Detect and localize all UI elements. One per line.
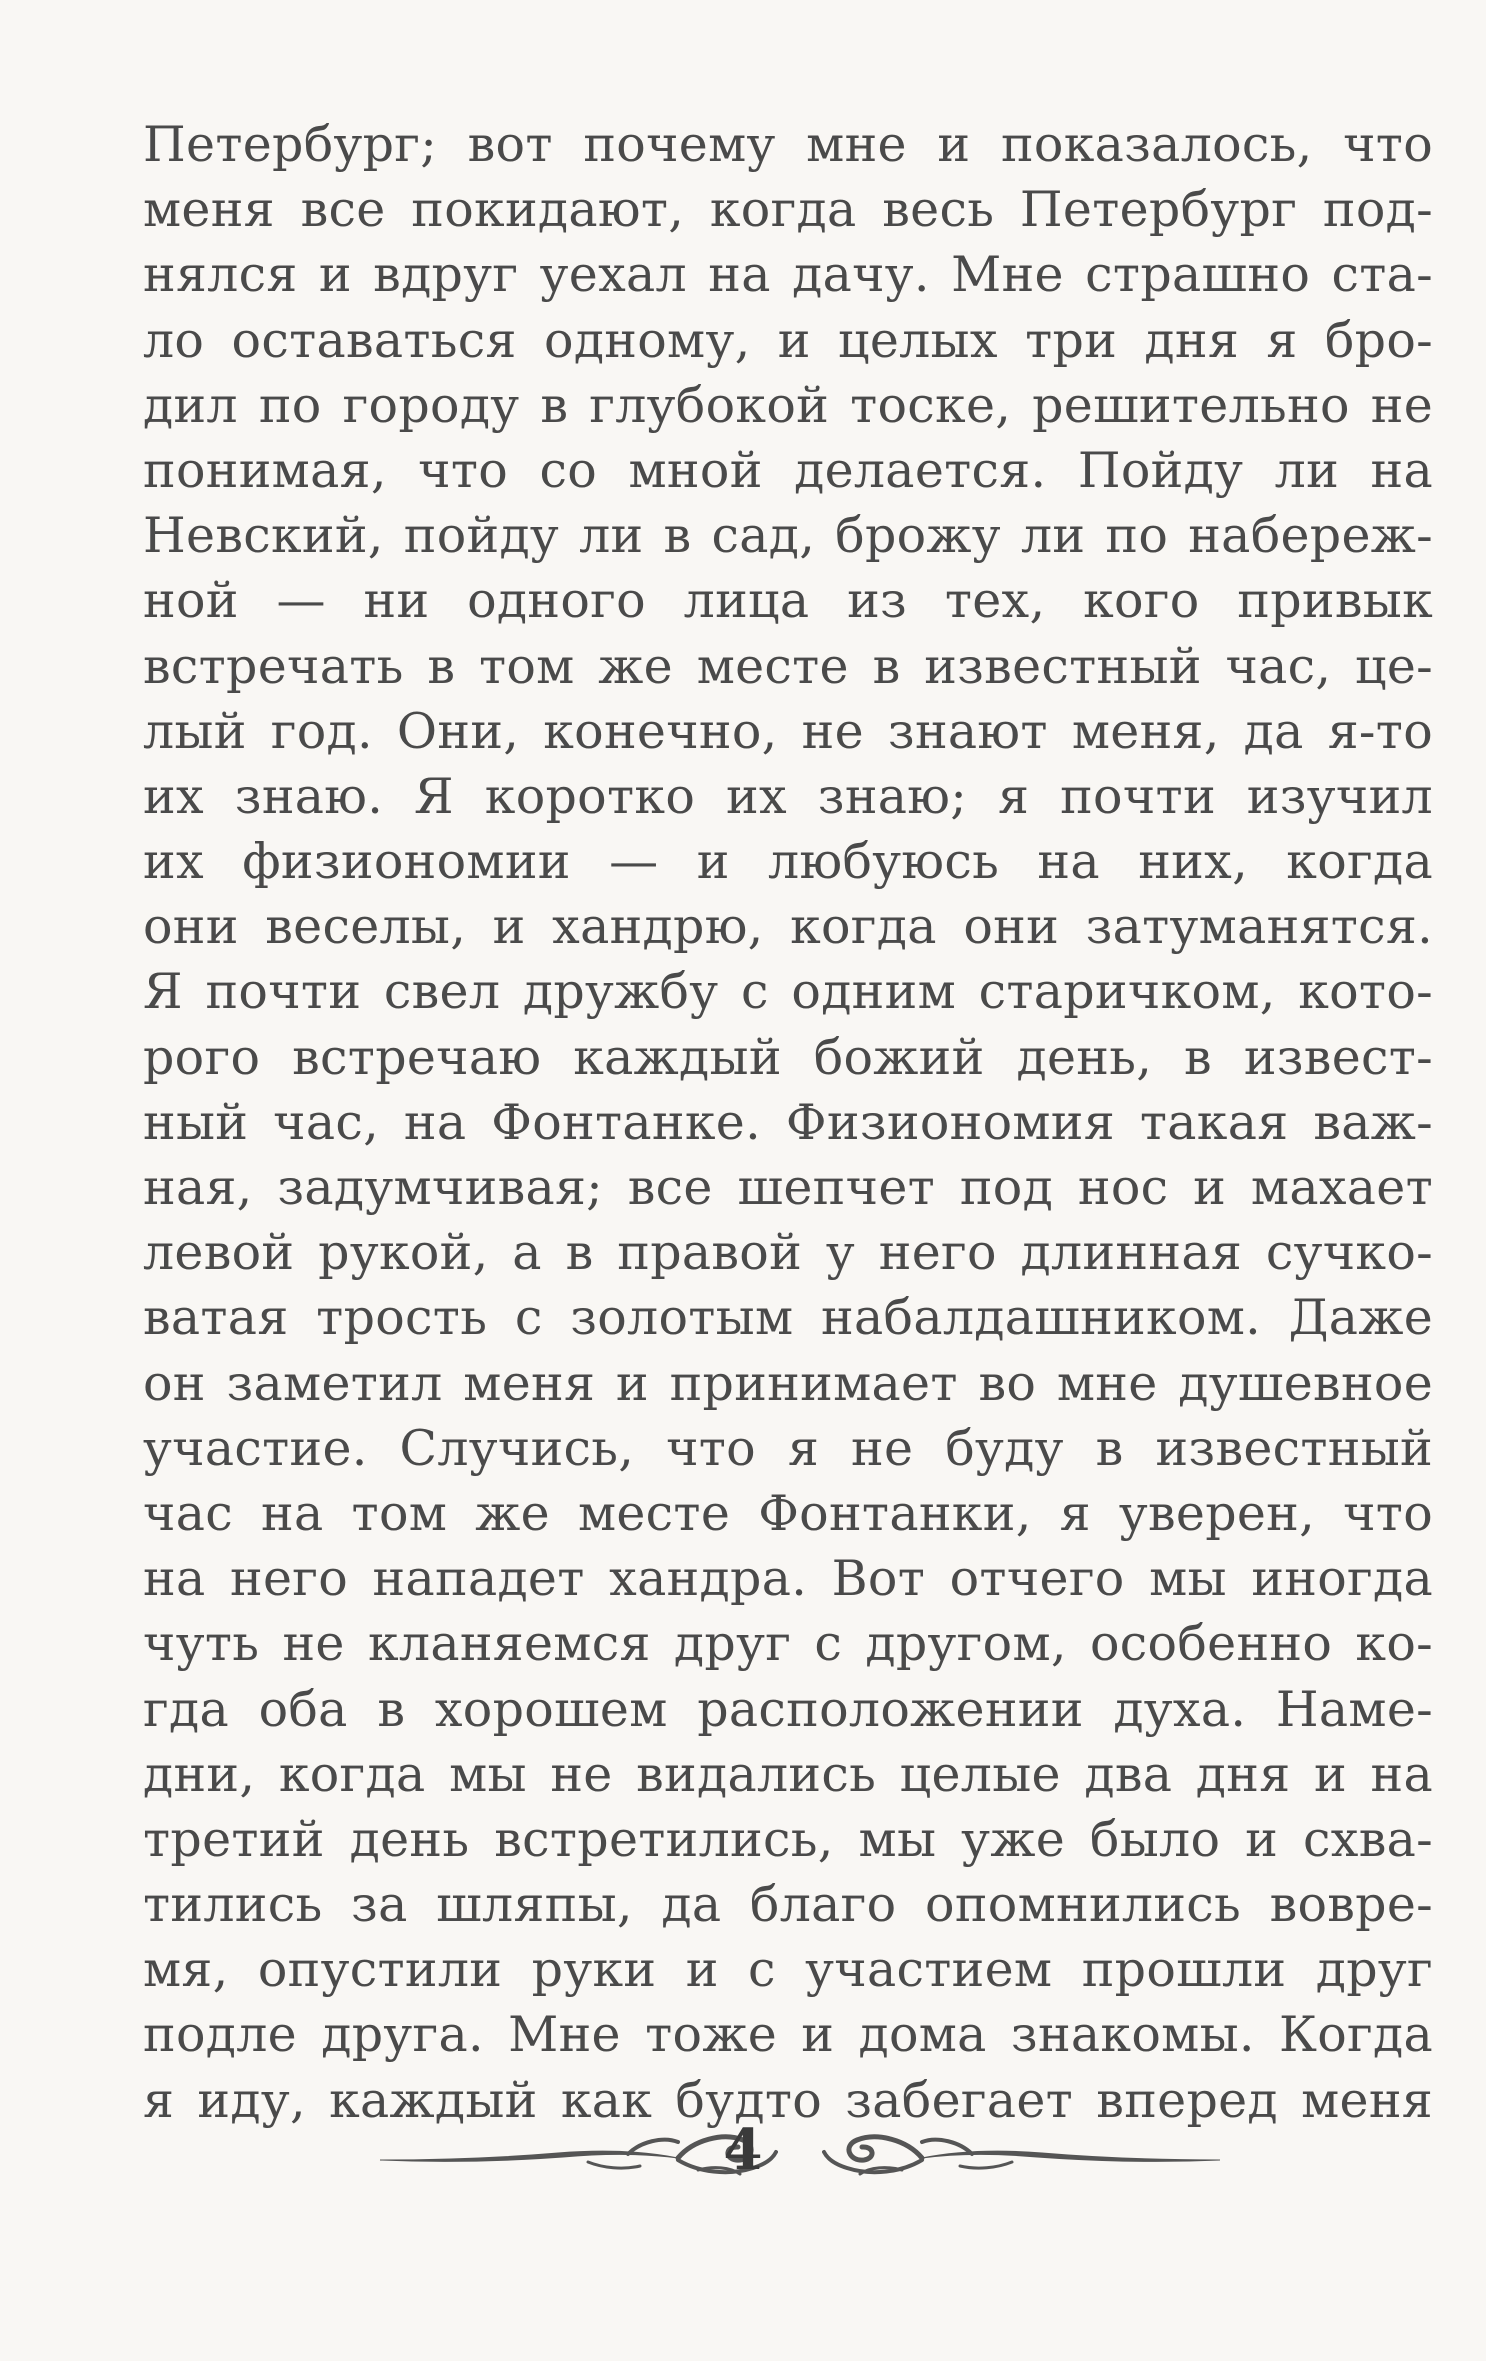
text-line: гда оба в хорошем расположении духа. Наме-	[143, 1680, 1433, 1738]
text-line: они веселы, и хандрю, когда они затуманятся.	[143, 898, 1433, 956]
flourish-right-icon	[822, 2120, 1222, 2184]
text-line: он заметил меня и принимает во мне душевное	[143, 1354, 1433, 1412]
page-number: 4	[723, 2117, 763, 2183]
text-line: нялся и вдруг уехал на дачу. Мне страшно ста-	[143, 246, 1433, 304]
text-line: дни, когда мы не видались целые два дня и на	[143, 1745, 1433, 1803]
text-line: ватая трость с золотым набалдашником. Даже	[143, 1289, 1433, 1347]
text-line: левой рукой, а в правой у него длинная сучко-	[143, 1224, 1433, 1282]
text-line: мя, опустили руки и с участием прошли друг	[143, 1941, 1433, 1999]
text-line: дил по городу в глубокой тоске, решительно не	[143, 376, 1433, 434]
text-line: их физиономии — и любуюсь на них, когда	[143, 833, 1433, 891]
text-line: лый год. Они, конечно, не знают меня, да я-то	[143, 702, 1433, 760]
text-line: ная, задумчивая; все шепчет под нос и махает	[143, 1159, 1433, 1216]
text-line: ной — ни одного лица из тех, кого привык	[143, 572, 1433, 630]
text-line: тились за шляпы, да благо опомнились вовре-	[143, 1876, 1433, 1934]
text-line: встречать в том же месте в известный час, це-	[143, 637, 1433, 695]
page-footer	[0, 2100, 1486, 2210]
text-line: я иду, каждый как будто забегает вперед меня	[143, 2071, 1433, 2129]
text-line: третий день встретились, мы уже было и схва-	[143, 1810, 1433, 1868]
flourish-left-icon	[378, 2120, 778, 2184]
body-text	[143, 112, 1433, 2133]
text-line: участие. Случись, что я не буду в известный	[143, 1419, 1433, 1477]
text-line: ный час, на Фонтанке. Физиономия такая важ-	[143, 1093, 1433, 1151]
text-line: понимая, что со мной делается. Пойду ли на	[143, 441, 1433, 499]
text-line: час на том же месте Фонтанки, я уверен, что	[143, 1484, 1433, 1542]
text-line: их знаю. Я коротко их знаю; я почти изучил	[143, 767, 1433, 825]
text-line: Я почти свел дружбу с одним старичком, кото-	[143, 963, 1433, 1021]
text-line: меня все покидают, когда весь Петербург под-	[143, 181, 1433, 239]
text-line: на него нападет хандра. Вот отчего мы иногда	[143, 1550, 1433, 1608]
text-line: ло оставаться одному, и целых три дня я бро-	[143, 311, 1433, 369]
text-line: Невский, пойду ли в сад, брожу ли по набереж-	[143, 507, 1433, 565]
text-line: чуть не кланяемся друг с другом, особенно ко-	[143, 1615, 1433, 1673]
text-line: подле друга. Мне тоже и дома знакомы. Когда	[143, 2006, 1433, 2064]
text-line: Петербург; вот почему мне и показалось, что	[143, 116, 1433, 173]
text-line: рого встречаю каждый божий день, в извест-	[143, 1028, 1433, 1086]
